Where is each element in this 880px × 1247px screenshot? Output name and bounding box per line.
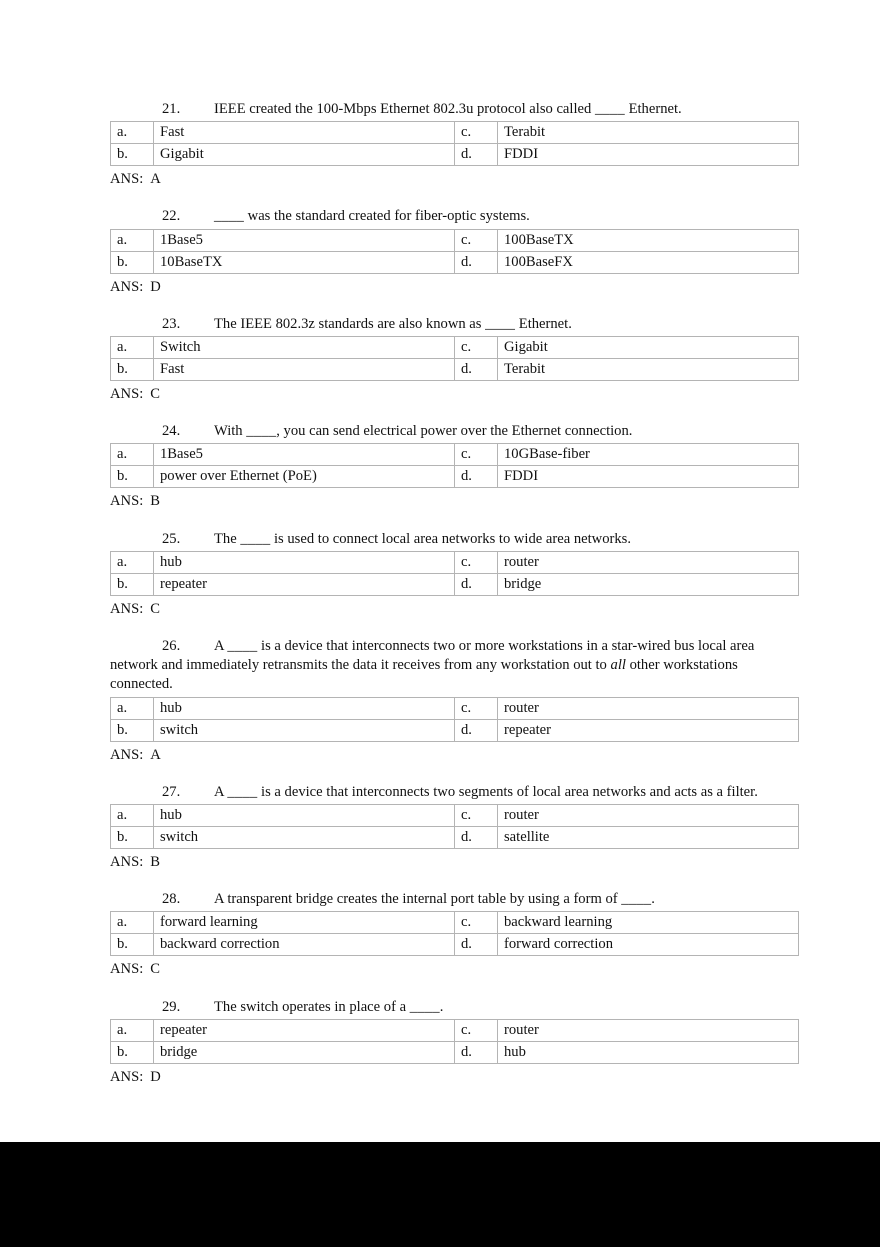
question-number: 21.	[162, 101, 181, 117]
option-label-c[interactable]: c.	[455, 337, 498, 359]
stem-text: Ethernet.	[624, 101, 682, 117]
question-stem	[110, 422, 772, 441]
option-value-c[interactable]: backward learning	[498, 912, 799, 934]
option-value-b[interactable]: 10BaseTX	[154, 251, 455, 273]
question-stem	[110, 530, 772, 549]
option-row	[111, 827, 799, 849]
question-number: 29.	[162, 998, 181, 1015]
option-value-d[interactable]: bridge	[498, 573, 799, 595]
options-table	[110, 1019, 799, 1064]
option-row	[111, 719, 799, 741]
question-stem	[110, 890, 772, 909]
option-value-a[interactable]: repeater	[154, 1019, 455, 1041]
options-table	[110, 551, 799, 596]
option-label-b[interactable]: b.	[111, 934, 154, 956]
option-row	[111, 697, 799, 719]
question-block	[110, 422, 772, 529]
question-block	[110, 783, 772, 890]
stem-blank: ____	[240, 530, 271, 547]
option-value-c[interactable]: router	[498, 805, 799, 827]
answer-line	[110, 746, 772, 765]
options-table	[110, 911, 799, 956]
options-table	[110, 229, 799, 274]
option-label-b[interactable]: b.	[111, 1041, 154, 1063]
option-row	[111, 573, 799, 595]
option-row	[111, 466, 799, 488]
stem-text: .	[439, 998, 444, 1015]
option-label-b[interactable]: b.	[111, 144, 154, 166]
stem-text: was the standard created for fiber-optic systems.	[244, 208, 530, 225]
option-label-d[interactable]: d.	[455, 251, 498, 273]
option-row	[111, 122, 799, 144]
stem-blank: ____	[409, 998, 440, 1015]
question-number: 28.	[162, 891, 181, 908]
option-value-d[interactable]: FDDI	[498, 144, 799, 166]
option-value-b[interactable]: repeater	[154, 573, 455, 595]
question-number: 26.	[162, 638, 181, 655]
option-row	[111, 229, 799, 251]
answer-line	[110, 853, 772, 872]
option-label-c[interactable]: c.	[455, 122, 498, 144]
stem-text: The switch operates in place of a	[214, 998, 410, 1015]
option-label-b[interactable]: b.	[111, 359, 154, 381]
stem-text: , you can send electrical power over the Ethernet connection.	[276, 423, 633, 440]
option-label-c[interactable]: c.	[455, 1019, 498, 1041]
option-label-b[interactable]: b.	[111, 466, 154, 488]
option-value-d[interactable]: 100BaseFX	[498, 251, 799, 273]
option-label-a[interactable]: a.	[111, 444, 154, 466]
stem-text: is a device that interconnects two segments of local area networks and acts as a filter.	[257, 783, 758, 800]
option-value-b[interactable]: power over Ethernet (PoE)	[154, 466, 455, 488]
question-stem	[110, 100, 772, 119]
block-spacer	[110, 619, 772, 637]
question-block	[110, 207, 772, 314]
questions-container	[110, 100, 772, 1091]
option-value-d[interactable]: forward correction	[498, 934, 799, 956]
stem-text: A transparent bridge creates the internal port table by using a form of	[214, 891, 622, 908]
option-row	[111, 251, 799, 273]
option-value-a[interactable]: hub	[154, 551, 455, 573]
question-stem	[110, 315, 772, 334]
option-value-a[interactable]: 1Base5	[154, 444, 455, 466]
option-value-c[interactable]: router	[498, 551, 799, 573]
option-label-d[interactable]: d.	[455, 1041, 498, 1063]
question-block	[110, 890, 772, 997]
option-value-d[interactable]: repeater	[498, 719, 799, 741]
answer-line	[110, 1068, 772, 1087]
page-footer-bar	[0, 1142, 880, 1247]
option-label-d[interactable]: d.	[455, 359, 498, 381]
option-label-d[interactable]: d.	[455, 934, 498, 956]
stem-text: A	[214, 783, 228, 800]
answer-label: ANS:	[110, 493, 144, 510]
answer-value: B	[150, 854, 160, 871]
stem-text: other workstations connected.	[110, 657, 738, 693]
option-value-b[interactable]: Gigabit	[154, 144, 455, 166]
option-label-b[interactable]: b.	[111, 573, 154, 595]
stem-blank: ____	[485, 315, 516, 332]
option-value-a[interactable]: forward learning	[154, 912, 455, 934]
question-block	[110, 530, 772, 637]
answer-label: ANS:	[110, 1068, 144, 1085]
answer-line	[110, 600, 772, 619]
option-label-d[interactable]: d.	[455, 573, 498, 595]
option-label-a[interactable]: a.	[111, 912, 154, 934]
option-label-c[interactable]: c.	[455, 912, 498, 934]
option-value-c[interactable]: router	[498, 1019, 799, 1041]
block-spacer	[110, 512, 772, 530]
block-spacer	[110, 980, 772, 998]
option-label-c[interactable]: c.	[455, 229, 498, 251]
option-value-a[interactable]: 1Base5	[154, 229, 455, 251]
stem-blank: ____	[227, 783, 258, 800]
option-label-c[interactable]: c.	[455, 805, 498, 827]
question-number: 23.	[162, 315, 181, 332]
option-row	[111, 1041, 799, 1063]
option-value-a[interactable]: hub	[154, 697, 455, 719]
option-value-b[interactable]: bridge	[154, 1041, 455, 1063]
option-label-b[interactable]: b.	[111, 251, 154, 273]
option-value-d[interactable]: satellite	[498, 827, 799, 849]
block-spacer	[110, 872, 772, 890]
option-label-c[interactable]: c.	[455, 697, 498, 719]
stem-emphasis: all	[610, 657, 626, 674]
option-label-a[interactable]: a.	[111, 551, 154, 573]
question-block	[110, 637, 772, 783]
option-value-b[interactable]: Fast	[154, 359, 455, 381]
stem-blank: ____	[246, 423, 277, 440]
option-label-a[interactable]: a.	[111, 337, 154, 359]
option-label-a[interactable]: a.	[111, 697, 154, 719]
stem-blank: ____	[621, 891, 652, 908]
answer-value: D	[150, 1068, 161, 1085]
answer-line	[110, 385, 772, 404]
answer-value: C	[150, 961, 160, 978]
stem-text: A	[214, 638, 228, 655]
option-row	[111, 337, 799, 359]
option-row	[111, 444, 799, 466]
option-label-d[interactable]: d.	[455, 827, 498, 849]
option-value-b[interactable]: backward correction	[154, 934, 455, 956]
option-value-c[interactable]: 100BaseTX	[498, 229, 799, 251]
block-spacer	[110, 765, 772, 783]
stem-blank: ____	[227, 638, 258, 655]
question-block	[110, 315, 772, 422]
option-label-c[interactable]: c.	[455, 444, 498, 466]
answer-label: ANS:	[110, 386, 144, 403]
option-value-d[interactable]: FDDI	[498, 466, 799, 488]
option-value-c[interactable]: 10GBase-fiber	[498, 444, 799, 466]
option-label-a[interactable]: a.	[111, 805, 154, 827]
answer-line	[110, 492, 772, 511]
stem-text: The	[214, 530, 241, 547]
stem-text: The IEEE 802.3z standards are also known as	[214, 315, 486, 332]
option-label-c[interactable]: c.	[455, 551, 498, 573]
option-row	[111, 1019, 799, 1041]
option-row	[111, 359, 799, 381]
options-table	[110, 697, 799, 742]
option-label-a[interactable]: a.	[111, 122, 154, 144]
stem-text: is a device that interconnects two or more workstations in a star-wired bus local area network and immediately retransmits the data it receives from any workstation out to	[110, 638, 755, 674]
option-row	[111, 912, 799, 934]
options-table	[110, 336, 799, 381]
answer-value: A	[150, 746, 161, 763]
option-label-a[interactable]: a.	[111, 229, 154, 251]
question-number: 22.	[162, 208, 181, 225]
question-block	[110, 100, 772, 207]
option-label-d[interactable]: d.	[455, 466, 498, 488]
stem-text: With	[214, 423, 247, 440]
question-block	[110, 998, 772, 1091]
stem-text: Ethernet.	[515, 315, 572, 332]
block-spacer	[110, 1087, 772, 1091]
question-number: 25.	[162, 530, 181, 547]
option-label-d[interactable]: d.	[455, 719, 498, 741]
option-value-a[interactable]: Fast	[154, 122, 455, 144]
stem-text: is used to connect local area networks to wide area networks.	[270, 530, 632, 547]
options-table	[110, 804, 799, 849]
stem-blank: ____	[594, 101, 625, 117]
answer-label: ANS:	[110, 854, 144, 871]
option-value-a[interactable]: hub	[154, 805, 455, 827]
stem-text: .	[651, 891, 655, 908]
block-spacer	[110, 297, 772, 315]
option-row	[111, 934, 799, 956]
options-table	[110, 121, 799, 166]
option-row	[111, 144, 799, 166]
option-label-d[interactable]: d.	[455, 144, 498, 166]
block-spacer	[110, 189, 772, 207]
option-value-d[interactable]: hub	[498, 1041, 799, 1063]
question-stem	[110, 783, 772, 802]
option-row	[111, 805, 799, 827]
block-spacer	[110, 404, 772, 422]
answer-label: ANS:	[110, 600, 144, 617]
question-number: 27.	[162, 783, 181, 800]
answer-line	[110, 960, 772, 979]
option-value-b[interactable]: switch	[154, 719, 455, 741]
option-label-b[interactable]: b.	[111, 719, 154, 741]
answer-label: ANS:	[110, 746, 144, 763]
answer-line	[110, 170, 772, 189]
option-label-b[interactable]: b.	[111, 827, 154, 849]
question-stem	[110, 207, 772, 226]
option-value-c[interactable]: router	[498, 697, 799, 719]
answer-value: D	[150, 278, 161, 295]
answer-label: ANS:	[110, 278, 144, 295]
option-value-a[interactable]: Switch	[154, 337, 455, 359]
question-number: 24.	[162, 423, 181, 440]
option-value-d[interactable]: Terabit	[498, 359, 799, 381]
question-stem	[110, 998, 772, 1017]
option-value-b[interactable]: switch	[154, 827, 455, 849]
answer-value: A	[150, 171, 161, 188]
question-stem	[110, 637, 772, 695]
answer-value: C	[150, 600, 160, 617]
stem-blank: ____	[214, 208, 244, 225]
answer-value: C	[150, 386, 160, 403]
option-label-a[interactable]: a.	[111, 1019, 154, 1041]
answer-label: ANS:	[110, 171, 144, 188]
options-table	[110, 443, 799, 488]
option-row	[111, 551, 799, 573]
answer-value: B	[150, 493, 160, 510]
option-value-c[interactable]: Terabit	[498, 122, 799, 144]
answer-line	[110, 278, 772, 297]
option-value-c[interactable]: Gigabit	[498, 337, 799, 359]
answer-label: ANS:	[110, 961, 144, 978]
stem-text: IEEE created the 100-Mbps Ethernet 802.3u protocol also called	[214, 101, 595, 117]
